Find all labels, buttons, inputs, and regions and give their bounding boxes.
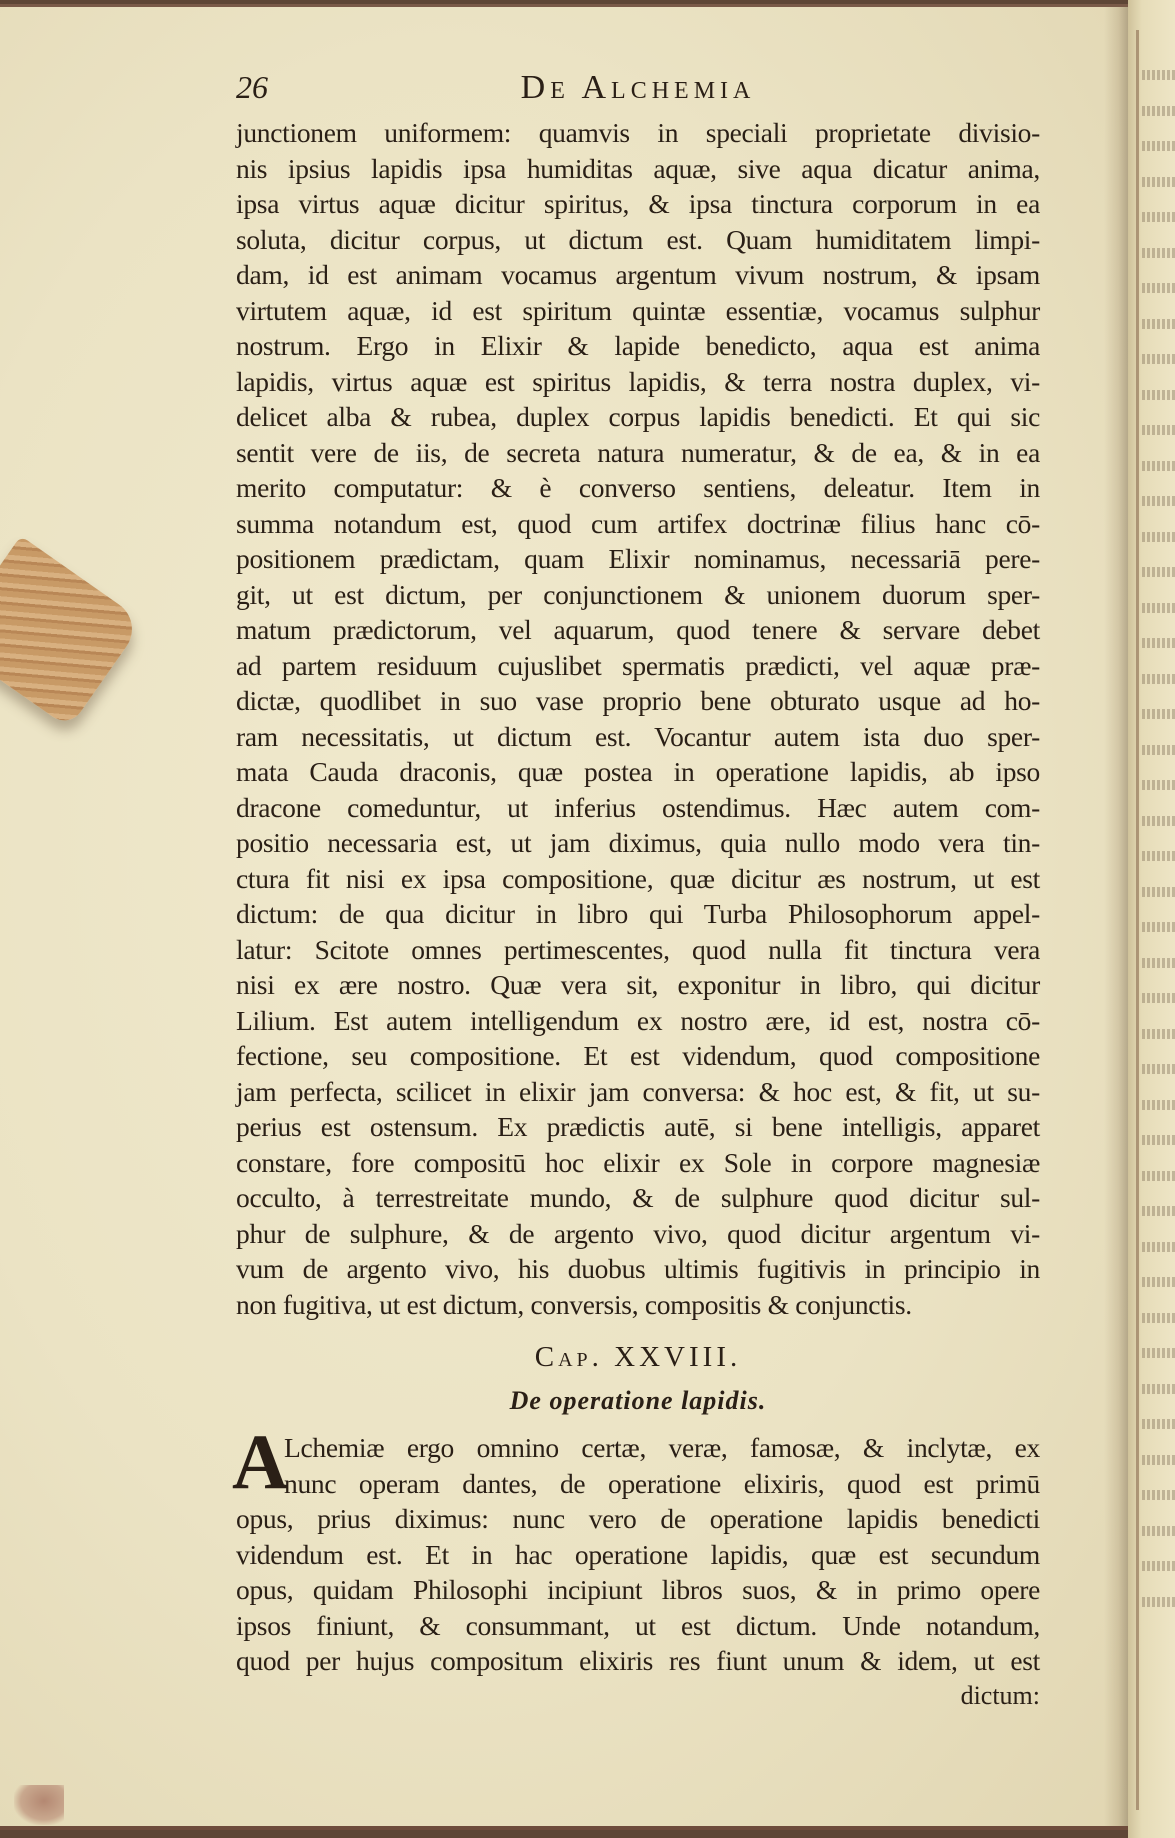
- facing-page-text-fragment: [1142, 1419, 1175, 1429]
- page-gutter-shadow: [1104, 7, 1128, 1826]
- text-line: jam perfecta, scilicet in elixir jam conversa: & hoc est, & fit, ut su-: [236, 1075, 1040, 1107]
- text-line: opus, quidam Philosophi incipiunt libros suos, & in primo opere: [236, 1574, 1040, 1605]
- running-head: [236, 69, 1040, 115]
- facing-page-text-fragment: [1142, 567, 1175, 577]
- drop-cap: A: [232, 1418, 289, 1505]
- facing-page-text-fragment: [1142, 1242, 1175, 1252]
- text-line: delicet alba & rubea, duplex corpus lapidis benedicti. Et qui sic: [236, 401, 1040, 432]
- facing-page-text-fragment: [1142, 1064, 1175, 1074]
- facing-page-text-fragment: [1142, 851, 1175, 861]
- facing-page-text-fragment: [1142, 674, 1175, 684]
- text-line: nisi ex ære nostro. Quæ vera sit, exponitur in libro, qui dicitur: [236, 969, 1040, 1000]
- text-line: perius est ostensum. Ex prædictis autē, si bene intelligis, apparet: [236, 1111, 1040, 1142]
- text-line: occulto, à terrestreitate mundo, & de sulphure quod dicitur sul-: [236, 1182, 1040, 1213]
- facing-page-text-fragment: [1142, 1029, 1175, 1039]
- page-number: 26: [236, 69, 268, 105]
- text-line: soluta, dicitur corpus, ut dictum est. Quam humiditatem limpi-: [236, 223, 1040, 255]
- chapter-heading: Cap. XXVIII.: [534, 1341, 742, 1373]
- facing-page-text-fragment: [1142, 780, 1175, 790]
- text-line: dam, id est animam vocamus argentum vivum nostrum, & ipsam: [236, 259, 1040, 290]
- facing-page-text-fragment: [1142, 1135, 1175, 1145]
- text-line: matum prædictorum, vel aquarum, quod tenere & servare debet: [236, 614, 1040, 645]
- chapter-subtitle: De operatione lapidis.: [509, 1386, 767, 1415]
- catchword: dictum:: [960, 1680, 1040, 1710]
- facing-page-text-fragment: [1142, 496, 1175, 506]
- facing-page-text-fragment: [1142, 709, 1175, 719]
- facing-page-text-fragment: [1142, 922, 1175, 932]
- facing-page-text-fragment: [1142, 958, 1175, 968]
- wooden-page-holder: [0, 536, 144, 729]
- text-line: ipsa virtus aquæ dicitur spiritus, & ipsa tinctura corporum in ea: [236, 188, 1040, 219]
- corner-stain: [14, 1785, 64, 1825]
- facing-page-text-fragment: [1142, 638, 1175, 648]
- text-line: Lilium. Est autem intelligendum ex nostro ære, id est, nostra cō-: [236, 1004, 1040, 1036]
- next-page-edge: [1128, 0, 1175, 1838]
- text-line: videndum est. Et in hac operatione lapidis, quæ est secundum: [236, 1538, 1040, 1570]
- text-line: quod per hujus compositum elixiris res fiunt unum & idem, ut est: [236, 1645, 1040, 1676]
- text-line: lapidis, virtus aquæ est spiritus lapidis, & terra nostra duplex, vi-: [236, 365, 1040, 397]
- text-line: ipsos finiunt, & consummant, ut est dictum. Unde notandum,: [236, 1609, 1040, 1641]
- page-fold: [1136, 30, 1139, 1810]
- facing-page-text-fragment: [1142, 319, 1175, 329]
- facing-page-text-fragment: [1142, 1455, 1175, 1465]
- text-line: junctionem uniformem: quamvis in speciali proprietate divisio-: [236, 117, 1040, 148]
- facing-page-text-fragment: [1142, 1348, 1175, 1358]
- text-block: [232, 69, 1040, 1713]
- facing-page-text-fragment: [1142, 1526, 1175, 1536]
- running-title: De Alchemia: [520, 69, 756, 106]
- text-line: nostrum. Ergo in Elixir & lapide benedicto, aqua est anima: [236, 330, 1040, 361]
- facing-page-text-fragment: [1142, 816, 1175, 826]
- facing-page-text-fragment: [1142, 106, 1175, 116]
- text-line: latur: Scitote omnes pertimescentes, quod nulla fit tinctura vera: [236, 933, 1040, 965]
- facing-page-text-fragment: [1142, 1384, 1175, 1394]
- facing-page-text-fragment: [1142, 993, 1175, 1003]
- text-line: nunc operam dantes, de operatione elixiris, quod est primū: [284, 1467, 1040, 1499]
- text-line: opus, prius diximus: nunc vero de operatione lapidis benedicti: [236, 1503, 1040, 1534]
- facing-page-text-fragment: [1142, 532, 1175, 542]
- facing-page-text-fragment: [1142, 1171, 1175, 1181]
- facing-page-text-fragment: [1142, 745, 1175, 755]
- facing-page-text-fragment: [1142, 70, 1175, 80]
- facing-page-text-fragment: [1142, 177, 1175, 187]
- facing-page-text-fragment: [1142, 354, 1175, 364]
- chapter-paragraph: [232, 1418, 1040, 1713]
- text-line: mata Cauda draconis, quæ postea in operatione lapidis, ab ipso: [236, 756, 1040, 787]
- facing-page-text-fragment: [1142, 1597, 1175, 1607]
- text-line: positio necessaria est, ut jam diximus, quia nullo modo vera tin-: [236, 827, 1040, 858]
- facing-page-text-fragment: [1142, 212, 1175, 222]
- facing-page-text-fragment: [1142, 1277, 1175, 1287]
- facing-page-text-fragment: [1142, 1490, 1175, 1500]
- text-line: constare, fore compositū hoc elixir ex Sole in corpore magnesiæ: [236, 1146, 1040, 1178]
- text-line: vum de argento vivo, his duobus ultimis fugitivis in principio in: [236, 1253, 1040, 1284]
- facing-page-text-fragment: [1142, 1206, 1175, 1216]
- text-line: git, ut est dictum, per conjunctionem & unionem duorum sper-: [236, 578, 1040, 610]
- text-line: summa notandum est, quod cum artifex doctrinæ filius hanc cō-: [236, 507, 1040, 539]
- text-line: dictum: de qua dicitur in libro qui Turba Philosophorum appel-: [236, 898, 1040, 929]
- text-line: dracone comeduntur, ut inferius ostendimus. Hæc autem com-: [236, 791, 1040, 823]
- text-line: positionem prædictam, quam Elixir nominamus, necessariā pere-: [236, 543, 1040, 574]
- text-line: dictæ, quodlibet in suo vase proprio bene obturato usque ad ho-: [236, 685, 1040, 716]
- facing-page-text-fragment: [1142, 461, 1175, 471]
- text-line: nis ipsius lapidis ipsa humiditas aquæ, sive aqua dicatur anima,: [236, 152, 1040, 184]
- body-paragraph: [236, 115, 1040, 1322]
- facing-page-text-fragment: [1142, 1561, 1175, 1571]
- facing-page-text-fragment: [1142, 887, 1175, 897]
- text-line: ad partem residuum cujuslibet spermatis prædicti, vel aquæ præ-: [236, 649, 1040, 681]
- facing-page-text-fragment: [1142, 248, 1175, 258]
- text-line: sentit vere de iis, de secreta natura numeratur, & de ea, & in ea: [236, 436, 1040, 468]
- text-line: ctura fit nisi ex ipsa compositione, quæ dicitur æs nostrum, ut est: [236, 862, 1040, 894]
- book-page: [0, 4, 1128, 1830]
- facing-page-text-fragment: [1142, 141, 1175, 151]
- text-line: virtutem aquæ, id est spiritum quintæ essentiæ, vocamus sulphur: [236, 294, 1040, 326]
- facing-page-text-fragment: [1142, 283, 1175, 293]
- facing-page-text-fragment: [1142, 1100, 1175, 1110]
- text-line: phur de sulphure, & de argento vivo, quod dicitur argentum vi-: [236, 1217, 1040, 1249]
- text-line: Lchemiæ ergo omnino certæ, veræ, famosæ, & inclytæ, ex: [284, 1432, 1040, 1463]
- text-line: merito computatur: & è converso sentiens, deleatur. Item in: [236, 472, 1040, 503]
- text-line: ram necessitatis, ut dictum est. Vocantur autem ista duo sper-: [236, 720, 1040, 752]
- facing-page-text-fragment: [1142, 425, 1175, 435]
- facing-page-text-fragment: [1142, 1313, 1175, 1323]
- text-line: non fugitiva, ut est dictum, conversis, compositis & conjunctis.: [236, 1288, 912, 1320]
- facing-page-text-fragment: [1142, 390, 1175, 400]
- facing-page-text-fragment: [1142, 603, 1175, 613]
- text-line: fectione, seu compositione. Et est videndum, quod compositione: [236, 1040, 1040, 1071]
